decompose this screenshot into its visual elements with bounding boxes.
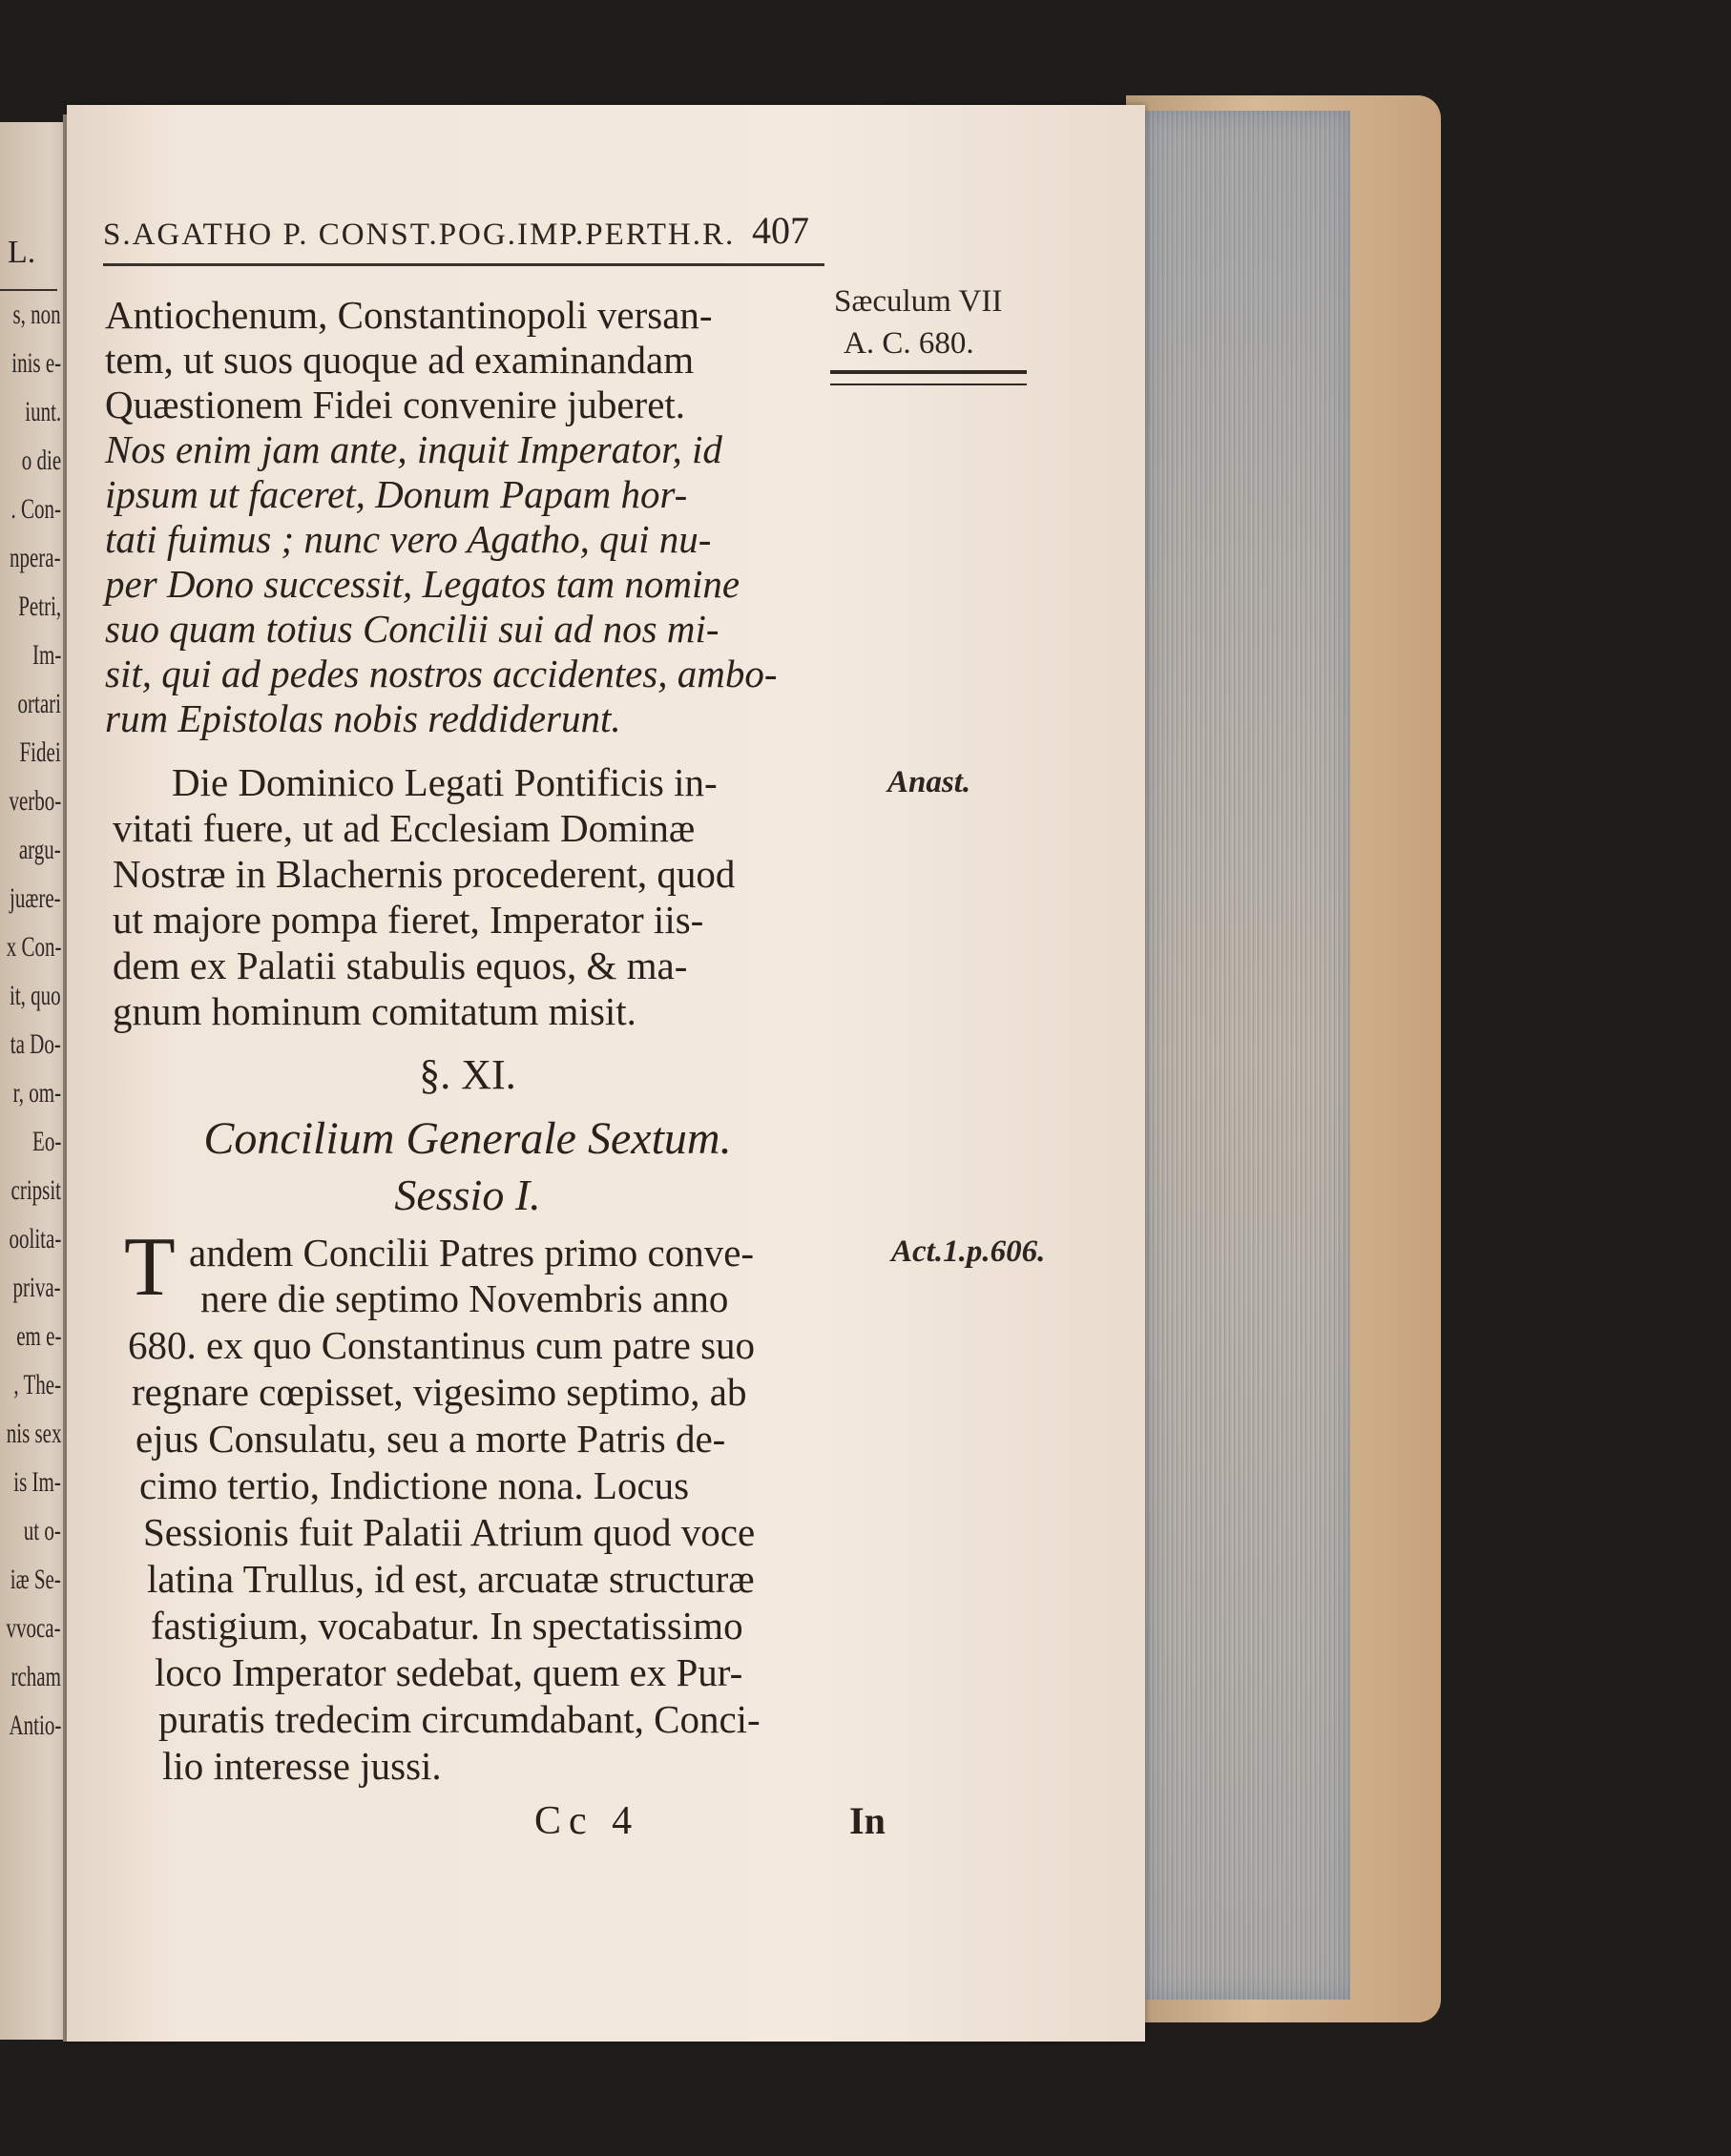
paragraph-1-line: sit, qui ad pedes nostros accidentes, ambo-: [105, 652, 778, 695]
paragraph-1-line: tem, ut suos quoque ad examinandam: [105, 338, 695, 382]
paragraph-3-line: puratis tredecim circumdabant, Conci-: [158, 1697, 761, 1741]
paragraph-3-line: lio interesse jussi.: [162, 1744, 442, 1788]
left-page-fragment: nis sex: [6, 1418, 61, 1449]
paragraph-3-line-2: nere die septimo Novembris anno: [200, 1276, 729, 1320]
paragraph-1-line: Nos enim jam ante, inquit Imperator, id: [105, 427, 722, 471]
left-page-fragment: em e-: [15, 1320, 61, 1352]
left-page-fragment: it, quo: [10, 980, 61, 1011]
paragraph-3-line: latina Trullus, id est, arcuatæ structuræ: [147, 1557, 755, 1601]
paragraph-3-line: Sessionis fuit Palatii Atrium quod voce: [143, 1510, 756, 1554]
left-page-fragment: vvoca-: [6, 1612, 61, 1644]
paragraph-1-line: tati fuimus ; nunc vero Agatho, qui nu-: [105, 517, 712, 561]
left-page-fragment: . Con-: [10, 493, 61, 525]
catchword: In: [849, 1799, 886, 1842]
left-page-fragment: x Con-: [6, 931, 61, 963]
margin-year: A. C. 680.: [844, 326, 974, 361]
paragraph-2-line: Die Dominico Legati Pontificis in-: [172, 760, 718, 804]
paragraph-3-line: 680. ex quo Constantinus cum patre suo: [128, 1323, 756, 1367]
left-page-fragment: s, non: [12, 299, 61, 330]
paragraph-3-line: regnare cœpisset, vigesimo septimo, ab: [132, 1370, 747, 1414]
left-page-fragment: r, om-: [12, 1077, 61, 1109]
left-page-fragment: ortari: [17, 688, 61, 719]
margin-rule-2: [830, 384, 1027, 385]
left-page-fragment: , The-: [13, 1369, 61, 1400]
left-page-fragment: is Im-: [13, 1466, 61, 1498]
left-page-fragment: Fidei: [19, 736, 61, 768]
left-page-fragment: ut o-: [23, 1515, 61, 1546]
paragraph-3-line: cimo tertio, Indictione nona. Locus: [139, 1463, 690, 1507]
paragraph-1-line: Quæstionem Fidei convenire juberet.: [105, 383, 686, 426]
section-subtitle: Sessio I.: [394, 1171, 541, 1219]
left-page-fragment: o die: [21, 445, 61, 476]
margin-anast: Anast.: [887, 765, 971, 799]
left-page-fragment: oolita-: [9, 1223, 61, 1254]
left-page-fragment: verbo-: [9, 785, 61, 817]
left-page-fragment: npera-: [10, 542, 61, 573]
paragraph-3-line: loco Imperator sedebat, quem ex Pur-: [155, 1650, 743, 1694]
left-page-fragment: Petri,: [18, 591, 61, 622]
paragraph-3-line-1: andem Concilii Patres primo conve-: [189, 1231, 755, 1275]
paragraph-1-line: ipsum ut faceret, Donum Papam hor-: [105, 472, 688, 516]
left-page-fragment: priva-: [12, 1272, 61, 1303]
left-page-fragment: rcham: [10, 1661, 61, 1692]
left-page-fragment: iunt.: [25, 396, 61, 427]
paragraph-3-line: ejus Consulatu, seu a morte Patris de-: [136, 1417, 726, 1461]
paragraph-1-line: Antiochenum, Constantinopoli versan-: [105, 293, 713, 337]
left-page-fragment: Eo-: [31, 1126, 61, 1157]
left-page-fragment: inis e-: [11, 347, 61, 379]
left-page-fragment: cripsit: [10, 1174, 61, 1206]
paragraph-2-line: Nostræ in Blachernis procederent, quod: [113, 852, 736, 896]
paragraph-1-line: suo quam totius Concilii sui ad nos mi-: [105, 607, 720, 651]
page-number: 407: [752, 209, 809, 252]
paragraph-2-line: vitati fuere, ut ad Ecclesiam Dominæ: [113, 806, 696, 850]
paragraph-3-line: fastigium, vocabatur. In spectatissimo: [151, 1604, 743, 1648]
paragraph-1-line: per Dono successit, Legatos tam nomine: [105, 562, 740, 606]
header-rule: [103, 263, 824, 266]
paragraph-1-line: rum Epistolas nobis reddiderunt.: [105, 696, 621, 740]
left-page-rule: [0, 289, 57, 291]
left-page-fragment: juære-: [10, 882, 61, 914]
paragraph-2-line: ut majore pompa fieret, Imperator iis-: [113, 898, 704, 942]
paragraph-2-line: gnum hominum comitatum misit.: [113, 989, 636, 1033]
left-page-header: L.: [8, 235, 36, 270]
left-page-fragment: Antio-: [9, 1710, 61, 1741]
paragraph-2-line: dem ex Palatii stabulis equos, & ma-: [113, 943, 688, 987]
left-page-fragment: Im-: [31, 639, 61, 671]
margin-rule-1: [830, 370, 1027, 374]
margin-saeculum: Sæculum VII: [834, 284, 1003, 319]
signature-mark: Cc 4: [534, 1799, 640, 1843]
left-page-fragment: argu-: [19, 834, 61, 865]
fore-edge-tint: [1145, 111, 1350, 2000]
running-head: S.AGATHO P. CONST.POG.IMP.PERTH.R.: [103, 218, 736, 252]
drop-cap: T: [124, 1221, 176, 1314]
section-number: §. XI.: [419, 1051, 516, 1098]
left-page-fragment: ta Do-: [10, 1028, 61, 1060]
left-page-fragment: iæ Se-: [10, 1564, 61, 1595]
section-title: Concilium Generale Sextum.: [203, 1113, 732, 1164]
margin-act-reference: Act.1.p.606.: [891, 1234, 1046, 1269]
